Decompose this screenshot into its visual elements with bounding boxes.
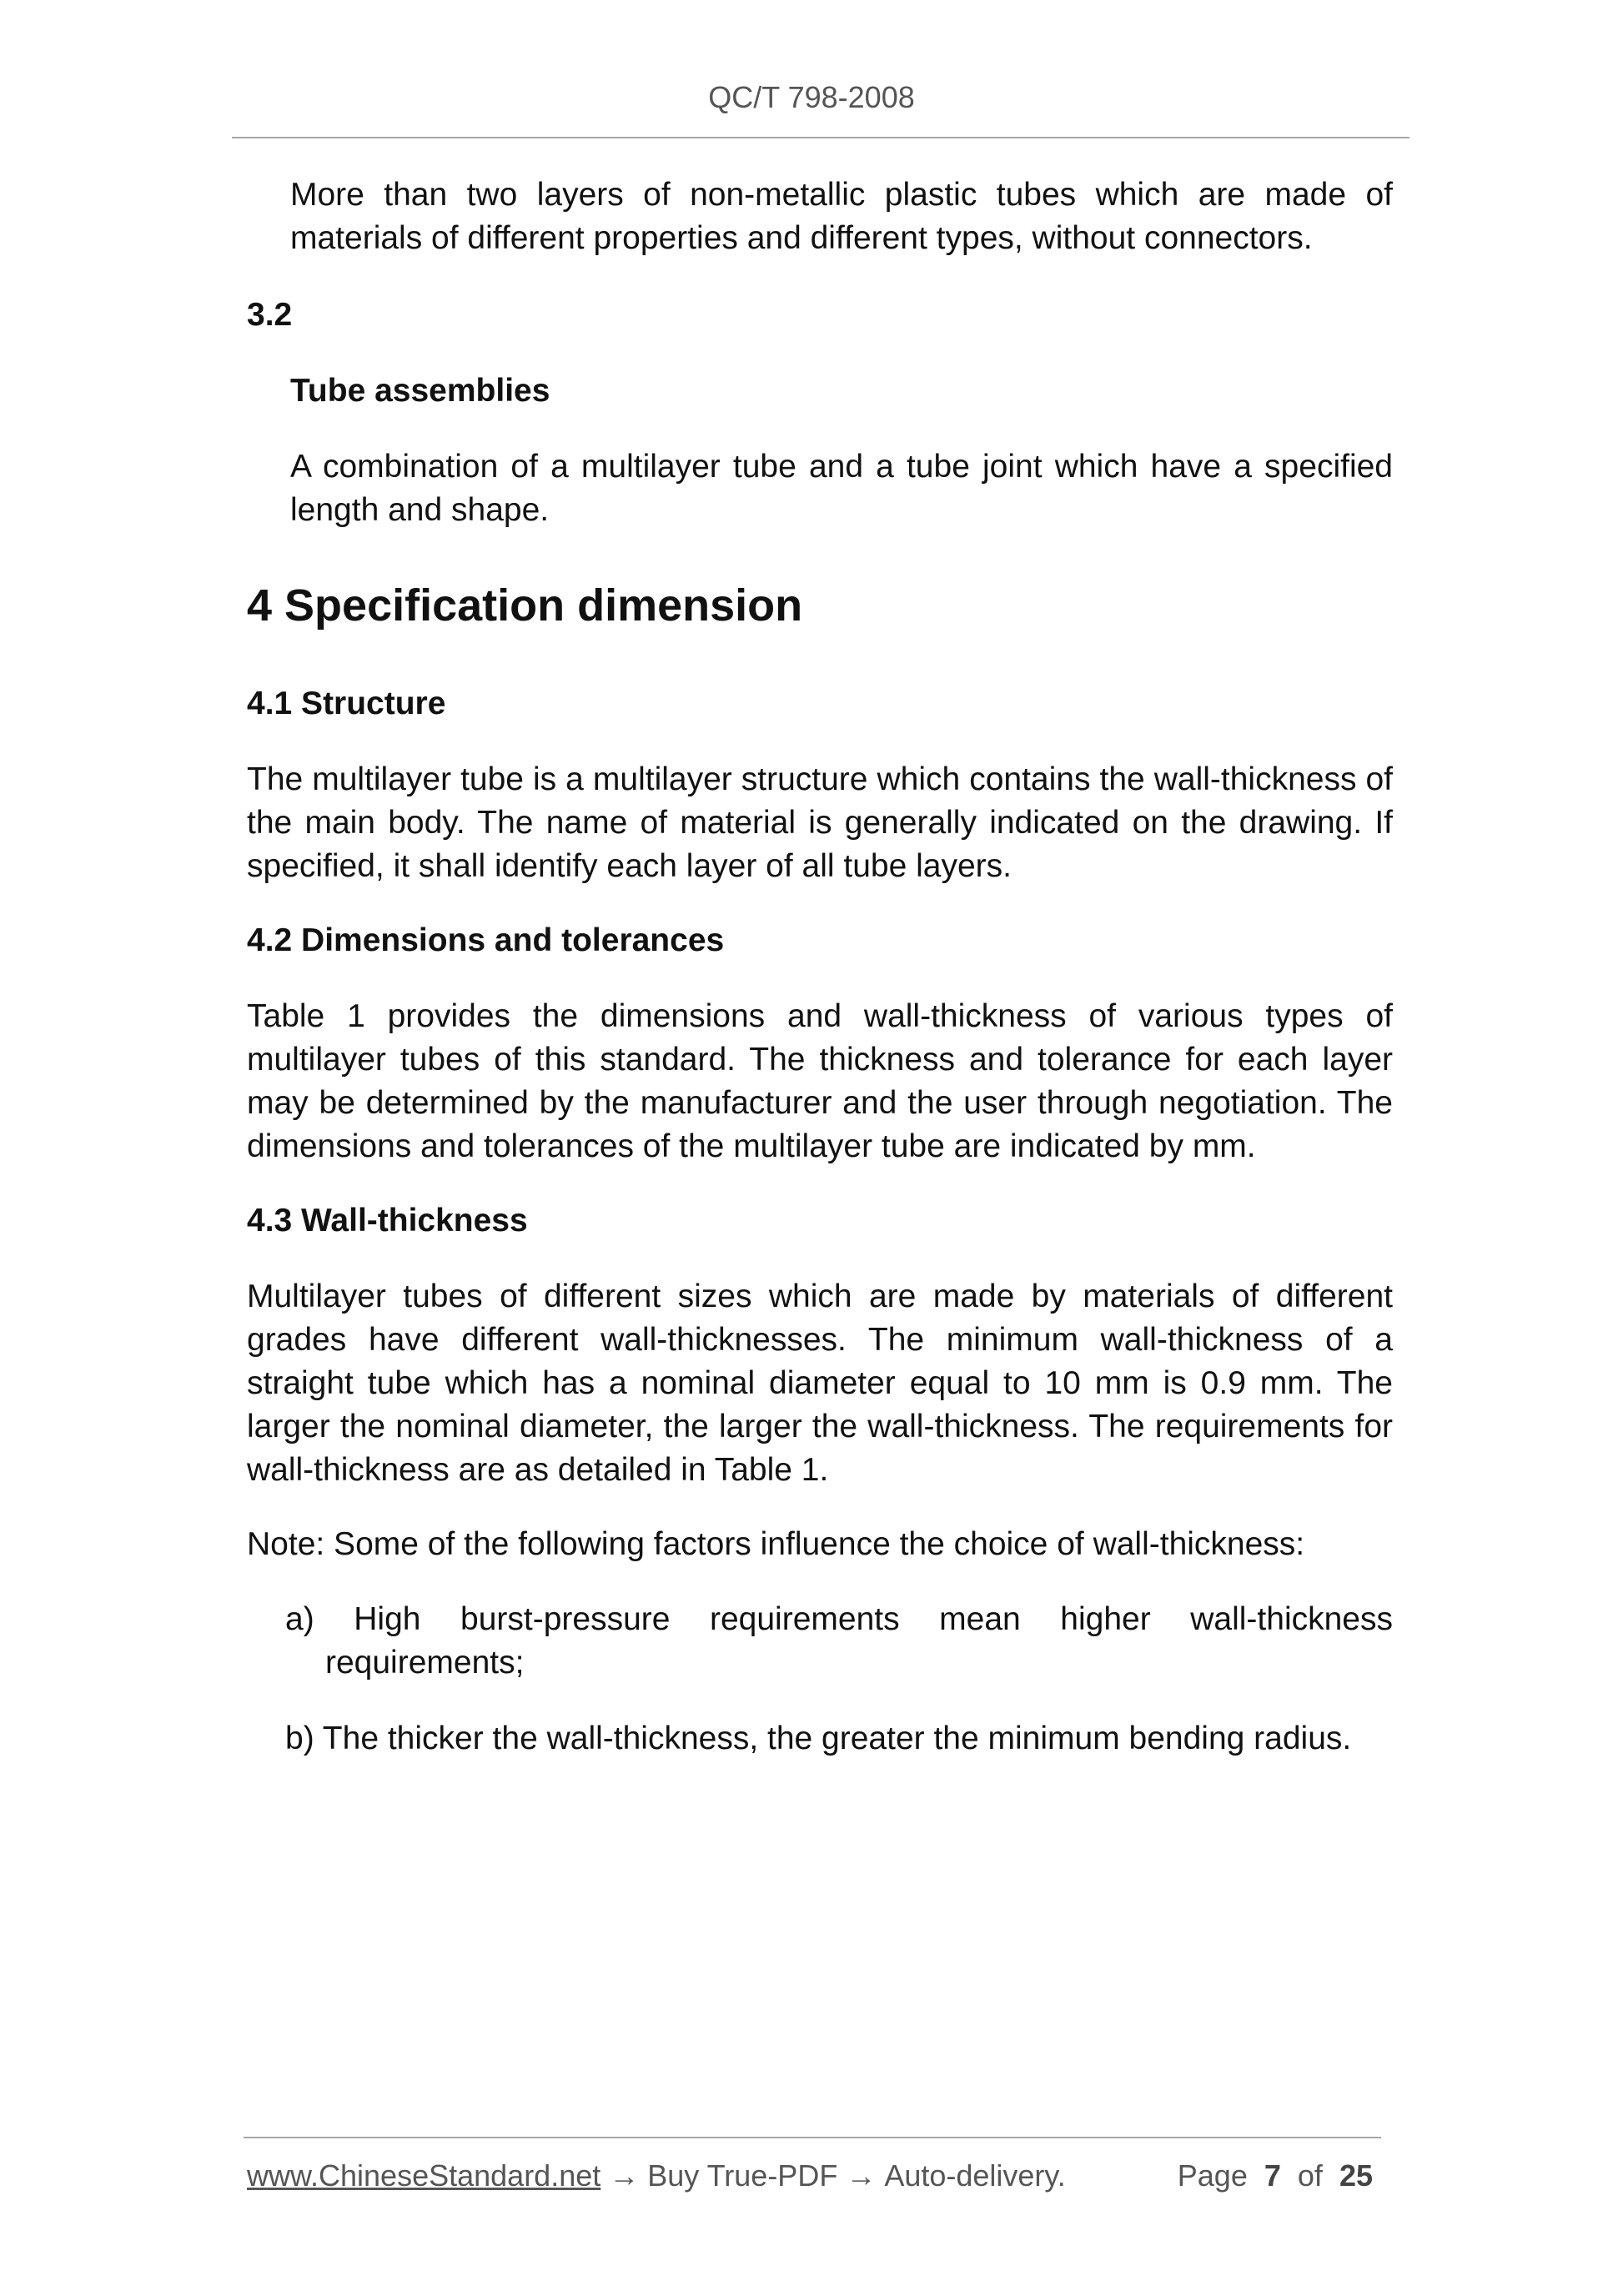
section-4-2-paragraph: Table 1 provides the dimensions and wall-thickness of various types of multilayer tubes of this standard. The thickness and tolerance for each layer may be determined by the manufacturer and the user through negotiation. The dimensions and tolerances of the multilayer tube are indicated by mm. xyxy=(247,998,1393,1164)
section-4-3-heading: 4.3 Wall-thickness xyxy=(247,1203,528,1238)
definition-paragraph-3-1: More than two layers of non-metallic plastic tubes which are made of materials of different properties and different types, without connectors. xyxy=(290,177,1393,256)
section-3-2-term: Tube assemblies xyxy=(290,373,550,409)
list-item-a: a) High burst-pressure requirements mean higher wall-thickness requirements; xyxy=(285,1601,1393,1681)
page-label: Page xyxy=(1177,2158,1248,2193)
page-number xyxy=(1178,2158,1381,2193)
page-header-title: QC/T 798-2008 xyxy=(708,80,915,114)
section-4-heading: 4 Specification dimension xyxy=(247,580,803,631)
page-total: 25 xyxy=(1339,2158,1373,2193)
section-3-2-definition: A combination of a multilayer tube and a tube joint which have a specified length and shape. xyxy=(290,449,1393,528)
header-divider xyxy=(232,137,1409,138)
section-4-1-heading: 4.1 Structure xyxy=(247,686,446,721)
section-4-3-paragraph: Multilayer tubes of different sizes which are made by materials of different grades have different wall-thicknesses. The minimum wall-thickness of a straight tube which has a nominal diameter equal to 10 mm is 0.9 mm. The larger the nominal diameter, the larger the wall-thickness. The requirements for wall-thickness are as detailed in Table 1. xyxy=(247,1279,1393,1488)
page-footer xyxy=(247,2158,1381,2193)
section-4-2-heading: 4.2 Dimensions and tolerances xyxy=(247,922,725,958)
page-current: 7 xyxy=(1264,2158,1281,2193)
website-link[interactable]: www.ChineseStandard.net xyxy=(247,2158,601,2193)
section-4-1-paragraph: The multilayer tube is a multilayer structure which contains the wall-thickness of the main body. The name of material is generally indicated on the drawing. If specified, it shall identify each layer of all tube layers. xyxy=(247,761,1393,884)
page-of-label: of xyxy=(1297,2158,1323,2193)
footer-step-delivery: Auto-delivery. xyxy=(884,2158,1066,2193)
list-item-b: b) The thicker the wall-thickness, the greater the minimum bending radius. xyxy=(285,1721,1352,1756)
footer-divider xyxy=(244,2137,1381,2138)
arrow-right-icon: → xyxy=(609,2158,640,2193)
footer-step-buy: Buy True-PDF xyxy=(647,2158,838,2193)
arrow-right-icon: → xyxy=(846,2158,877,2193)
section-3-2-number: 3.2 xyxy=(247,297,293,333)
footer-promo xyxy=(247,2158,1066,2193)
note-paragraph: Note: Some of the following factors influence the choice of wall-thickness: xyxy=(247,1526,1305,1562)
